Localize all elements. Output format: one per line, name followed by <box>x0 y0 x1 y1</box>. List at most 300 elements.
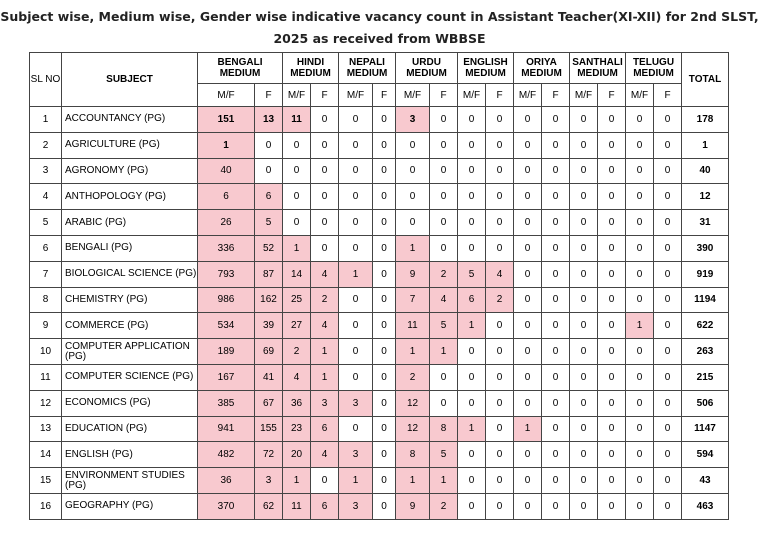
cell-count: 0 <box>458 235 486 261</box>
cell-count: 0 <box>486 184 514 210</box>
cell-total: 622 <box>682 313 729 339</box>
cell-count: 0 <box>654 235 682 261</box>
cell-count: 385 <box>198 390 255 416</box>
cell-count: 0 <box>654 468 682 494</box>
cell-count: 8 <box>396 442 430 468</box>
cell-count: 0 <box>626 416 654 442</box>
cell-count: 2 <box>430 493 458 519</box>
cell-count: 6 <box>311 416 339 442</box>
cell-count: 0 <box>570 107 598 133</box>
cell-count: 1 <box>339 261 373 287</box>
cell-total: 12 <box>682 184 729 210</box>
cell-count: 0 <box>430 390 458 416</box>
cell-count: 0 <box>339 364 373 390</box>
cell-count: 1 <box>396 339 430 365</box>
subheader-f: F <box>373 84 396 107</box>
cell-count: 3 <box>311 390 339 416</box>
header-subject: SUBJECT <box>62 53 198 107</box>
cell-count: 0 <box>311 132 339 158</box>
cell-count: 0 <box>339 313 373 339</box>
cell-count: 0 <box>514 107 542 133</box>
cell-count: 3 <box>339 390 373 416</box>
cell-count: 0 <box>458 339 486 365</box>
cell-total: 919 <box>682 261 729 287</box>
cell-count: 0 <box>373 313 396 339</box>
cell-total: 506 <box>682 390 729 416</box>
cell-subject: ANTHOPOLOGY (PG) <box>62 184 198 210</box>
cell-count: 0 <box>486 235 514 261</box>
cell-count: 0 <box>373 442 396 468</box>
table-row <box>30 390 729 416</box>
cell-total: 1 <box>682 132 729 158</box>
subheader-mf: M/F <box>198 84 255 107</box>
cell-total: 594 <box>682 442 729 468</box>
cell-count: 0 <box>514 184 542 210</box>
title-line-1: Subject wise, Medium wise, Gender wise indicative vacancy count in Assistant Teacher(XI-XII) for 2nd SLST, <box>0 9 759 24</box>
cell-count: 11 <box>283 107 311 133</box>
cell-subject: EDUCATION (PG) <box>62 416 198 442</box>
cell-total: 31 <box>682 210 729 236</box>
cell-count: 0 <box>542 210 570 236</box>
cell-count: 0 <box>654 107 682 133</box>
cell-count: 0 <box>396 184 430 210</box>
cell-count: 0 <box>542 158 570 184</box>
cell-total: 390 <box>682 235 729 261</box>
cell-count: 0 <box>626 493 654 519</box>
title-line-2: 2025 as received from WBBSE <box>273 31 486 46</box>
subheader-f: F <box>654 84 682 107</box>
cell-total: 43 <box>682 468 729 494</box>
cell-count: 0 <box>373 416 396 442</box>
header-medium-nepali: NEPALI MEDIUM <box>339 53 396 84</box>
cell-count: 0 <box>542 468 570 494</box>
page-title <box>0 6 759 50</box>
cell-count: 6 <box>255 184 283 210</box>
cell-count: 0 <box>373 235 396 261</box>
cell-count: 11 <box>396 313 430 339</box>
cell-count: 0 <box>654 364 682 390</box>
cell-count: 0 <box>542 390 570 416</box>
header-medium-urdu: URDU MEDIUM <box>396 53 458 84</box>
cell-count: 0 <box>570 132 598 158</box>
cell-sl-no: 12 <box>30 390 62 416</box>
cell-count: 0 <box>626 287 654 313</box>
cell-count: 0 <box>339 287 373 313</box>
cell-count: 0 <box>430 158 458 184</box>
cell-count: 0 <box>396 158 430 184</box>
cell-count: 0 <box>626 339 654 365</box>
cell-count: 6 <box>311 493 339 519</box>
cell-count: 0 <box>339 158 373 184</box>
cell-count: 3 <box>255 468 283 494</box>
cell-count: 0 <box>542 364 570 390</box>
table-row <box>30 287 729 313</box>
cell-total: 178 <box>682 107 729 133</box>
subheader-mf: M/F <box>339 84 373 107</box>
cell-count: 0 <box>654 158 682 184</box>
cell-subject: AGRONOMY (PG) <box>62 158 198 184</box>
subheader-mf: M/F <box>396 84 430 107</box>
cell-count: 0 <box>570 210 598 236</box>
cell-count: 0 <box>626 132 654 158</box>
cell-count: 1 <box>514 416 542 442</box>
cell-count: 0 <box>458 442 486 468</box>
cell-count: 2 <box>396 364 430 390</box>
cell-subject: COMMERCE (PG) <box>62 313 198 339</box>
cell-count: 0 <box>654 390 682 416</box>
cell-count: 1 <box>283 235 311 261</box>
cell-count: 4 <box>486 261 514 287</box>
cell-count: 0 <box>458 158 486 184</box>
cell-count: 1 <box>311 339 339 365</box>
cell-count: 8 <box>430 416 458 442</box>
cell-count: 0 <box>373 184 396 210</box>
cell-subject: ECONOMICS (PG) <box>62 390 198 416</box>
cell-count: 0 <box>570 442 598 468</box>
cell-count: 1 <box>430 468 458 494</box>
cell-count: 5 <box>430 313 458 339</box>
cell-count: 72 <box>255 442 283 468</box>
cell-count: 534 <box>198 313 255 339</box>
cell-count: 0 <box>598 468 626 494</box>
cell-count: 0 <box>654 210 682 236</box>
cell-subject: BIOLOGICAL SCIENCE (PG) <box>62 261 198 287</box>
cell-total: 263 <box>682 339 729 365</box>
cell-count: 0 <box>570 364 598 390</box>
cell-count: 0 <box>514 287 542 313</box>
cell-count: 0 <box>486 339 514 365</box>
cell-subject: BENGALI (PG) <box>62 235 198 261</box>
cell-total: 1147 <box>682 416 729 442</box>
cell-subject: AGRICULTURE (PG) <box>62 132 198 158</box>
cell-count: 0 <box>311 468 339 494</box>
cell-total: 1194 <box>682 287 729 313</box>
header-medium-telugu: TELUGU MEDIUM <box>626 53 682 84</box>
cell-count: 5 <box>430 442 458 468</box>
cell-count: 0 <box>626 158 654 184</box>
header-medium-oriya: ORIYA MEDIUM <box>514 53 570 84</box>
cell-count: 0 <box>542 235 570 261</box>
cell-count: 0 <box>570 416 598 442</box>
cell-sl-no: 6 <box>30 235 62 261</box>
cell-count: 0 <box>514 468 542 494</box>
cell-count: 0 <box>311 210 339 236</box>
cell-count: 1 <box>458 416 486 442</box>
cell-count: 3 <box>339 442 373 468</box>
cell-count: 0 <box>570 468 598 494</box>
table-row <box>30 416 729 442</box>
cell-count: 0 <box>654 261 682 287</box>
cell-count: 3 <box>339 493 373 519</box>
header-medium-english: ENGLISH MEDIUM <box>458 53 514 84</box>
cell-count: 52 <box>255 235 283 261</box>
cell-count: 4 <box>430 287 458 313</box>
cell-count: 370 <box>198 493 255 519</box>
cell-count: 1 <box>396 235 430 261</box>
cell-count: 1 <box>283 468 311 494</box>
cell-count: 0 <box>430 107 458 133</box>
cell-count: 1 <box>626 313 654 339</box>
cell-subject: COMPUTER SCIENCE (PG) <box>62 364 198 390</box>
cell-count: 0 <box>373 132 396 158</box>
cell-count: 36 <box>283 390 311 416</box>
cell-count: 793 <box>198 261 255 287</box>
cell-count: 0 <box>542 132 570 158</box>
table-row <box>30 339 729 365</box>
subheader-f: F <box>430 84 458 107</box>
cell-count: 0 <box>654 132 682 158</box>
cell-count: 151 <box>198 107 255 133</box>
cell-count: 0 <box>458 132 486 158</box>
cell-count: 11 <box>283 493 311 519</box>
cell-count: 0 <box>598 442 626 468</box>
table-row <box>30 132 729 158</box>
cell-count: 5 <box>255 210 283 236</box>
cell-count: 0 <box>514 158 542 184</box>
subheader-mf: M/F <box>283 84 311 107</box>
cell-count: 0 <box>598 416 626 442</box>
cell-count: 0 <box>283 210 311 236</box>
cell-count: 0 <box>396 210 430 236</box>
cell-count: 0 <box>542 313 570 339</box>
cell-count: 41 <box>255 364 283 390</box>
cell-count: 0 <box>626 442 654 468</box>
cell-count: 0 <box>570 158 598 184</box>
cell-count: 0 <box>570 235 598 261</box>
cell-sl-no: 5 <box>30 210 62 236</box>
cell-count: 162 <box>255 287 283 313</box>
cell-count: 0 <box>486 313 514 339</box>
cell-count: 0 <box>255 158 283 184</box>
cell-sl-no: 7 <box>30 261 62 287</box>
cell-count: 0 <box>598 235 626 261</box>
cell-count: 155 <box>255 416 283 442</box>
cell-count: 0 <box>514 339 542 365</box>
cell-count: 0 <box>373 287 396 313</box>
cell-sl-no: 11 <box>30 364 62 390</box>
cell-count: 0 <box>570 493 598 519</box>
cell-count: 0 <box>373 339 396 365</box>
cell-count: 0 <box>283 184 311 210</box>
cell-count: 12 <box>396 390 430 416</box>
cell-count: 0 <box>486 468 514 494</box>
cell-count: 0 <box>339 184 373 210</box>
cell-count: 0 <box>654 493 682 519</box>
cell-count: 0 <box>486 493 514 519</box>
cell-count: 7 <box>396 287 430 313</box>
cell-count: 0 <box>626 261 654 287</box>
cell-count: 0 <box>626 107 654 133</box>
table-row <box>30 235 729 261</box>
cell-count: 0 <box>570 313 598 339</box>
cell-count: 0 <box>598 158 626 184</box>
cell-sl-no: 10 <box>30 339 62 365</box>
cell-count: 0 <box>339 416 373 442</box>
cell-count: 4 <box>311 313 339 339</box>
cell-count: 0 <box>542 287 570 313</box>
cell-count: 6 <box>198 184 255 210</box>
cell-count: 0 <box>598 184 626 210</box>
cell-count: 482 <box>198 442 255 468</box>
cell-count: 2 <box>283 339 311 365</box>
cell-count: 0 <box>458 107 486 133</box>
cell-count: 0 <box>598 364 626 390</box>
cell-count: 0 <box>514 364 542 390</box>
cell-count: 0 <box>486 210 514 236</box>
cell-count: 0 <box>542 261 570 287</box>
cell-count: 0 <box>373 158 396 184</box>
cell-count: 0 <box>458 184 486 210</box>
header-medium-hindi: HINDI MEDIUM <box>283 53 339 84</box>
cell-count: 0 <box>255 132 283 158</box>
cell-count: 0 <box>654 184 682 210</box>
cell-count: 0 <box>373 468 396 494</box>
cell-count: 0 <box>458 364 486 390</box>
cell-count: 0 <box>598 287 626 313</box>
header-total: TOTAL <box>682 53 729 107</box>
cell-count: 0 <box>542 184 570 210</box>
vacancy-table <box>29 52 729 520</box>
cell-count: 69 <box>255 339 283 365</box>
cell-count: 0 <box>598 210 626 236</box>
cell-count: 0 <box>654 416 682 442</box>
table-row <box>30 313 729 339</box>
cell-count: 1 <box>339 468 373 494</box>
cell-count: 0 <box>570 261 598 287</box>
cell-count: 3 <box>396 107 430 133</box>
cell-count: 0 <box>598 107 626 133</box>
cell-count: 0 <box>430 210 458 236</box>
cell-count: 189 <box>198 339 255 365</box>
cell-count: 941 <box>198 416 255 442</box>
cell-count: 0 <box>514 313 542 339</box>
cell-count: 986 <box>198 287 255 313</box>
cell-count: 0 <box>598 339 626 365</box>
cell-count: 2 <box>311 287 339 313</box>
cell-count: 25 <box>283 287 311 313</box>
cell-count: 1 <box>311 364 339 390</box>
header-medium-bengali: BENGALI MEDIUM <box>198 53 283 84</box>
cell-count: 4 <box>283 364 311 390</box>
cell-count: 0 <box>373 364 396 390</box>
cell-subject: CHEMISTRY (PG) <box>62 287 198 313</box>
cell-count: 13 <box>255 107 283 133</box>
cell-count: 0 <box>570 184 598 210</box>
cell-count: 0 <box>514 493 542 519</box>
cell-count: 0 <box>486 107 514 133</box>
cell-sl-no: 16 <box>30 493 62 519</box>
cell-count: 0 <box>486 390 514 416</box>
cell-count: 27 <box>283 313 311 339</box>
cell-count: 1 <box>458 313 486 339</box>
cell-count: 0 <box>626 210 654 236</box>
cell-sl-no: 2 <box>30 132 62 158</box>
cell-count: 0 <box>654 442 682 468</box>
cell-count: 40 <box>198 158 255 184</box>
cell-sl-no: 8 <box>30 287 62 313</box>
cell-sl-no: 3 <box>30 158 62 184</box>
table-body <box>30 107 729 520</box>
cell-count: 0 <box>514 442 542 468</box>
cell-count: 0 <box>654 313 682 339</box>
subheader-f: F <box>311 84 339 107</box>
cell-total: 463 <box>682 493 729 519</box>
cell-count: 0 <box>373 493 396 519</box>
cell-count: 0 <box>486 364 514 390</box>
subheader-f: F <box>486 84 514 107</box>
cell-count: 67 <box>255 390 283 416</box>
cell-count: 0 <box>311 107 339 133</box>
cell-count: 4 <box>311 442 339 468</box>
cell-count: 0 <box>339 210 373 236</box>
subheader-f: F <box>598 84 626 107</box>
cell-count: 0 <box>626 184 654 210</box>
table-row <box>30 442 729 468</box>
cell-count: 0 <box>654 287 682 313</box>
table-row <box>30 261 729 287</box>
cell-subject: COMPUTER APPLICATION (PG) <box>62 339 198 365</box>
cell-count: 0 <box>430 235 458 261</box>
cell-count: 1 <box>430 339 458 365</box>
cell-count: 0 <box>598 313 626 339</box>
cell-count: 0 <box>339 132 373 158</box>
subheader-f: F <box>542 84 570 107</box>
cell-count: 0 <box>486 132 514 158</box>
cell-count: 87 <box>255 261 283 287</box>
cell-total: 40 <box>682 158 729 184</box>
subheader-mf: M/F <box>458 84 486 107</box>
cell-count: 0 <box>626 468 654 494</box>
cell-count: 0 <box>430 364 458 390</box>
cell-count: 5 <box>458 261 486 287</box>
cell-count: 0 <box>598 390 626 416</box>
cell-count: 1 <box>198 132 255 158</box>
table-row <box>30 107 729 133</box>
cell-count: 0 <box>430 132 458 158</box>
cell-count: 0 <box>283 158 311 184</box>
cell-count: 0 <box>396 132 430 158</box>
subheader-mf: M/F <box>626 84 654 107</box>
cell-count: 0 <box>311 184 339 210</box>
header-sl-no: SL NO <box>30 53 62 107</box>
cell-count: 0 <box>458 390 486 416</box>
table-row <box>30 210 729 236</box>
cell-count: 0 <box>626 390 654 416</box>
cell-count: 0 <box>458 210 486 236</box>
cell-count: 0 <box>542 493 570 519</box>
cell-count: 1 <box>396 468 430 494</box>
cell-count: 6 <box>458 287 486 313</box>
cell-sl-no: 15 <box>30 468 62 494</box>
cell-count: 167 <box>198 364 255 390</box>
cell-count: 0 <box>373 210 396 236</box>
cell-count: 9 <box>396 493 430 519</box>
cell-count: 0 <box>514 235 542 261</box>
cell-count: 26 <box>198 210 255 236</box>
cell-subject: ENVIRONMENT STUDIES (PG) <box>62 468 198 494</box>
cell-count: 0 <box>542 107 570 133</box>
cell-count: 9 <box>396 261 430 287</box>
cell-count: 36 <box>198 468 255 494</box>
cell-count: 12 <box>396 416 430 442</box>
cell-count: 39 <box>255 313 283 339</box>
subheader-f: F <box>255 84 283 107</box>
cell-count: 0 <box>514 210 542 236</box>
cell-count: 20 <box>283 442 311 468</box>
cell-count: 0 <box>373 261 396 287</box>
cell-count: 0 <box>542 442 570 468</box>
cell-count: 62 <box>255 493 283 519</box>
